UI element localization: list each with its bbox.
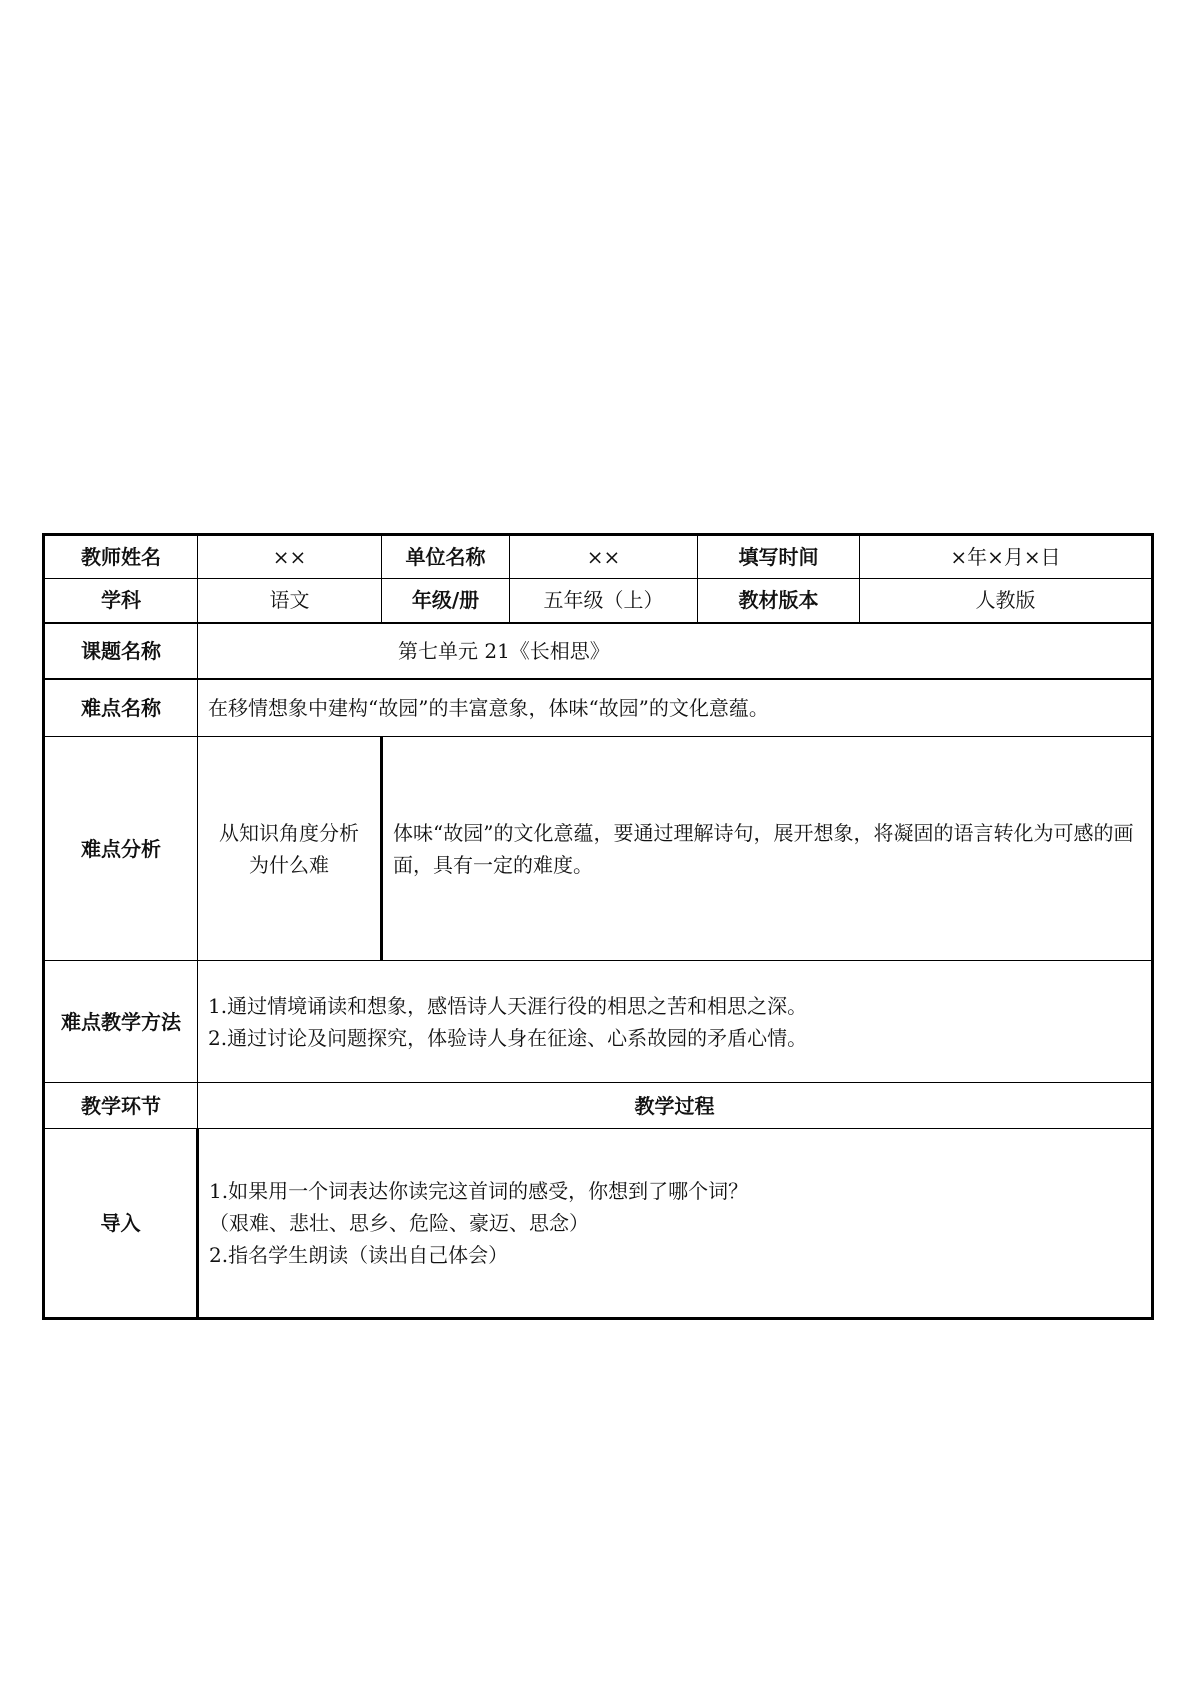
grade-label: 年级/册 bbox=[382, 579, 510, 623]
textbook-value: 人教版 bbox=[860, 579, 1153, 623]
analysis-sub-label-line1: 从知识角度分析 bbox=[219, 820, 359, 845]
lesson-plan-table bbox=[42, 533, 1154, 1320]
intro-text bbox=[198, 1129, 1153, 1319]
intro-line-1: 1.如果用一个词表达你读完这首词的感受，你想到了哪个词？ bbox=[209, 1179, 749, 1203]
analysis-label: 难点分析 bbox=[44, 737, 198, 961]
topic-label: 课题名称 bbox=[44, 623, 198, 679]
table-row bbox=[44, 579, 1153, 623]
unit-name-value: ×× bbox=[510, 535, 698, 579]
teacher-name-label: 教师姓名 bbox=[44, 535, 198, 579]
intro-line-2: （艰难、悲壮、思乡、危险、豪迈、思念） bbox=[209, 1211, 589, 1235]
process-label: 教学过程 bbox=[198, 1083, 1153, 1129]
analysis-text: 体味“故园”的文化意蕴，要通过理解诗句，展开想象，将凝固的语言转化为可感的画面，具有一定的难度。 bbox=[382, 737, 1153, 961]
table-row bbox=[44, 535, 1153, 579]
method-text bbox=[198, 961, 1153, 1083]
textbook-label: 教材版本 bbox=[698, 579, 860, 623]
grade-value: 五年级（上） bbox=[510, 579, 698, 623]
analysis-sub-label-line2: 为什么难 bbox=[249, 852, 329, 877]
lesson-plan-sheet bbox=[42, 533, 1151, 1320]
table-row bbox=[44, 1129, 1153, 1319]
table-row bbox=[44, 1083, 1153, 1129]
analysis-sub-label bbox=[198, 737, 382, 961]
subject-label: 学科 bbox=[44, 579, 198, 623]
teacher-name-value: ×× bbox=[198, 535, 382, 579]
stage-label: 教学环节 bbox=[44, 1083, 198, 1129]
method-label: 难点教学方法 bbox=[44, 961, 198, 1083]
difficulty-label: 难点名称 bbox=[44, 679, 198, 737]
fill-time-value: ×年×月×日 bbox=[860, 535, 1153, 579]
table-row bbox=[44, 737, 1153, 961]
difficulty-value: 在移情想象中建构“故园”的丰富意象，体味“故园”的文化意蕴。 bbox=[198, 679, 1153, 737]
table-row bbox=[44, 961, 1153, 1083]
intro-label: 导入 bbox=[44, 1129, 198, 1319]
table-row bbox=[44, 679, 1153, 737]
method-line-1: 1.通过情境诵读和想象，感悟诗人天涯行役的相思之苦和相思之深。 bbox=[208, 993, 808, 1018]
fill-time-label: 填写时间 bbox=[698, 535, 860, 579]
topic-value: 第七单元 21《长相思》 bbox=[198, 623, 1153, 679]
subject-value: 语文 bbox=[198, 579, 382, 623]
table-row bbox=[44, 623, 1153, 679]
method-line-2: 2.通过讨论及问题探究，体验诗人身在征途、心系故园的矛盾心情。 bbox=[208, 1025, 808, 1050]
intro-line-3: 2.指名学生朗读（读出自己体会） bbox=[209, 1243, 509, 1267]
unit-name-label: 单位名称 bbox=[382, 535, 510, 579]
